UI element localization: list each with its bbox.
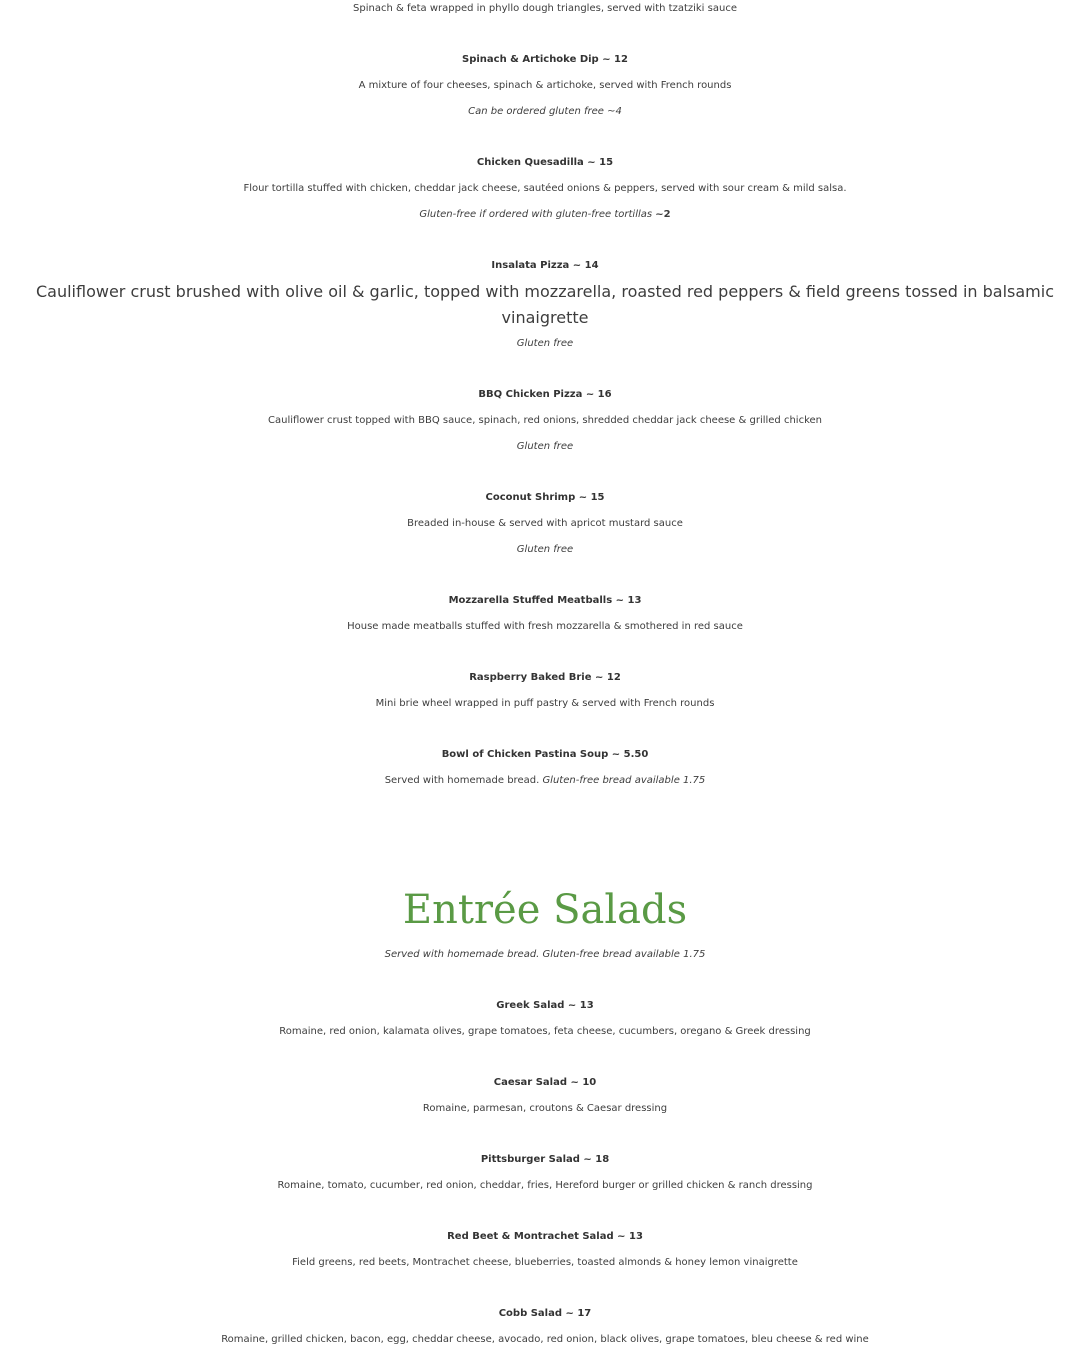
item-note [0,99,1090,125]
item-note [0,202,1090,228]
item-description: Romaine, tomato, cucumber, red onion, cheddar, fries, Hereford burger or grilled chicken & ranch dressing [277,1180,813,1191]
item-description-text: Served with homemade bread. [384,775,540,786]
item-name: Chicken Quesadilla ~ 15 [476,157,614,168]
item-description: Romaine, grilled chicken, bacon, egg, cheddar cheese, avocado, red onion, black olives, grape tomatoes, bleu cheese & red wine [221,1334,869,1345]
item-description [0,768,1090,794]
item-description: Breaded in-house & served with apricot mustard sauce [407,518,683,529]
item-name: BBQ Chicken Pizza ~ 16 [478,389,612,400]
item-name: Raspberry Baked Brie ~ 12 [469,672,621,683]
item-name: Mozzarella Stuffed Meatballs ~ 13 [448,595,642,606]
item-note-text: Gluten-free if ordered with gluten-free tortillas [419,209,653,220]
item-name: Cobb Salad ~ 17 [498,1308,592,1319]
item-name: Greek Salad ~ 13 [496,1000,594,1011]
item-description: Romaine, parmesan, croutons & Caesar dressing [422,1103,668,1114]
item-description: Field greens, red beets, Montrachet cheese, blueberries, toasted almonds & honey lemon vinaigrette [292,1257,798,1268]
item-description: A mixture of four cheeses, spinach & artichoke, served with French rounds [358,80,732,91]
item-name: Pittsburger Salad ~ 18 [480,1154,610,1165]
item-name: Bowl of Chicken Pastina Soup ~ 5.50 [441,749,649,760]
item-description: House made meatballs stuffed with fresh mozzarella & smothered in red sauce [347,621,743,632]
item-note-extra: ~2 [655,209,671,220]
item-name: Red Beet & Montrachet Salad ~ 13 [447,1231,643,1242]
item-note-extra: 4 [615,106,622,117]
item-note: Gluten free [516,544,574,555]
item-description: Cauliflower crust topped with BBQ sauce, spinach, red onions, shredded cheddar jack cheese & grilled chicken [268,415,822,426]
item-note-text: Can be ordered gluten free ~ [468,106,616,117]
section-title: Entrée Salads [402,887,688,933]
item-description: Mini brie wheel wrapped in puff pastry & served with French rounds [375,698,715,709]
item-description: Cauliflower crust brushed with olive oil & garlic, topped with mozzarella, roasted red peppers & field greens tossed in balsamic vinaigrette [35,282,1054,327]
item-note: Gluten free [516,441,574,452]
item-name: Caesar Salad ~ 10 [493,1077,597,1088]
section-subtitle: Served with homemade bread. Gluten-free bread available 1.75 [384,949,706,960]
item-note: Gluten-free bread available 1.75 [542,775,706,786]
item-name: Spinach & Artichoke Dip ~ 12 [462,54,628,65]
item-name: Coconut Shrimp ~ 15 [485,492,605,503]
item-description: Spinach & feta wrapped in phyllo dough triangles, served with tzatziki sauce [353,3,737,14]
item-description: Romaine, red onion, kalamata olives, grape tomatoes, feta cheese, cucumbers, oregano & Greek dressing [279,1026,811,1037]
item-description: Flour tortilla stuffed with chicken, cheddar jack cheese, sautéed onions & peppers, served with sour cream & mild salsa. [243,183,847,194]
item-note: Gluten free [516,338,574,349]
item-name: Insalata Pizza ~ 14 [491,260,599,271]
